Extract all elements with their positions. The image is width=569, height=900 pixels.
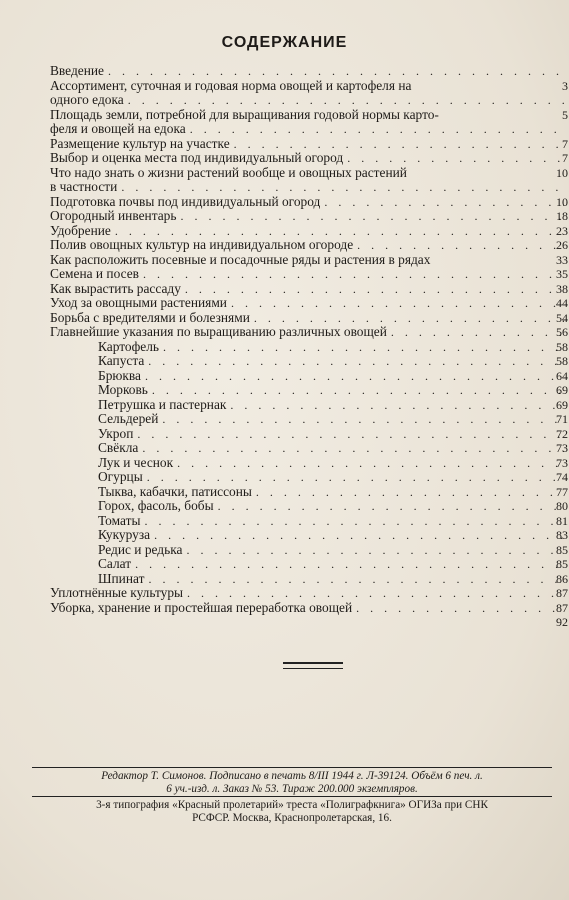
toc-entry-title: Площадь земли, потребной для выращивания годовой нормы карто-: [50, 106, 439, 122]
toc-entry: [50, 514, 569, 529]
toc-entry-title: Брюква: [98, 367, 141, 383]
toc-entry: [50, 79, 569, 94]
leader-dots: [391, 325, 564, 340]
leader-dots: [121, 180, 564, 195]
toc-page-number: 7: [562, 136, 568, 151]
toc-page-number: 85: [556, 542, 568, 557]
leader-dots: [163, 340, 564, 355]
toc-page-number: 64: [556, 368, 568, 383]
toc-entry: [50, 485, 569, 500]
toc-page-number: 58: [556, 339, 568, 354]
toc-entry-title: Борьба с вредителями и болезнями: [50, 309, 250, 325]
leader-dots: [137, 427, 564, 442]
toc-page-number: 71: [556, 412, 568, 426]
toc-entry-title: Семена и посев: [50, 266, 139, 281]
toc-entry-title: Укроп: [98, 425, 134, 441]
toc-page-number: 72: [556, 426, 568, 441]
leader-dots: [142, 441, 564, 456]
leader-dots: [357, 238, 564, 253]
toc-page-number: 35: [556, 267, 568, 281]
toc-entry: [50, 456, 569, 471]
leader-dots: [324, 195, 564, 210]
imprint-printer: [32, 796, 552, 825]
toc-page-number: 58: [556, 354, 568, 368]
toc-entry: [50, 253, 569, 268]
imprint-editor: [32, 767, 552, 796]
toc-entry: [50, 311, 569, 326]
leader-dots: [143, 267, 564, 282]
toc-entry-title: Тыква, кабачки, патиссоны: [98, 483, 252, 499]
toc-page-number: 10: [556, 165, 568, 180]
toc-entry: [50, 369, 569, 384]
toc-page-number: 69: [556, 397, 568, 412]
toc-page-number: 5: [562, 107, 568, 122]
toc-entry-title: одного едока: [50, 92, 124, 107]
toc-entry-title: Лук и чеснок: [98, 454, 174, 470]
toc-entry-title: Полив овощных культур на индивидуальном огороде: [50, 237, 354, 252]
toc-entry: [50, 209, 569, 224]
leader-dots: [108, 64, 564, 79]
leader-dots: [144, 514, 564, 529]
toc-entry-title: Картофель: [98, 338, 159, 354]
toc-entry-title: Кукуруза: [98, 527, 151, 542]
leader-dots: [234, 137, 564, 152]
toc-entry-title: Огородный инвентарь: [50, 208, 177, 223]
toc-entry-title: Как расположить посевные и посадочные ряды и растения в рядах: [50, 251, 431, 267]
toc-entry: [50, 499, 569, 514]
leader-dots: [218, 499, 564, 514]
toc-page-number: 73: [556, 455, 568, 470]
toc-entry-title: Шпинат: [98, 570, 145, 586]
leader-dots: [135, 557, 564, 572]
toc-page-number: 7: [562, 151, 568, 165]
toc-page-number: 74: [556, 470, 568, 484]
toc-entry: [50, 398, 569, 413]
toc-entry: [50, 412, 569, 427]
leader-dots: [154, 528, 564, 543]
toc-entry: [50, 615, 569, 630]
leader-dots: [145, 369, 564, 384]
toc-entry: [50, 224, 569, 239]
toc-entry-title: Горох, фасоль, бобы: [98, 498, 214, 513]
toc-page-number: 23: [556, 223, 568, 238]
toc-entry: [50, 340, 569, 355]
toc-entry: [50, 557, 569, 572]
imprint-line: РСФСР. Москва, Краснопролетарская, 16.: [192, 812, 392, 824]
toc-entry: [50, 427, 569, 442]
toc-entry-title: Подготовка почвы под индивидуальный огород: [50, 193, 321, 209]
toc-page-number: 86: [556, 571, 568, 586]
leader-dots: [185, 282, 564, 297]
leader-dots: [177, 456, 564, 471]
imprint-line: 6 уч.-изд. л. Заказ № 53. Тираж 200.000 экземпляров.: [166, 783, 418, 795]
leader-dots: [128, 93, 564, 108]
toc-entry-title: Капуста: [98, 353, 145, 368]
toc-entry-title: Томаты: [98, 512, 141, 528]
leader-dots: [356, 601, 564, 616]
toc-entry: [50, 64, 569, 79]
toc-entry: [50, 238, 569, 253]
toc-entry: [50, 586, 569, 601]
toc-page-number: 80: [556, 499, 568, 513]
leader-dots: [231, 296, 564, 311]
toc-entry-title: Ассортимент, суточная и годовая норма овощей и картофеля на: [50, 77, 412, 93]
toc-entry: [50, 180, 569, 195]
toc-entry-title: Уборка, хранение и простейшая переработка овощей: [50, 599, 353, 615]
leader-dots: [115, 224, 564, 239]
leader-dots: [148, 572, 564, 587]
toc-entry: [50, 383, 569, 398]
toc-entry-title: Петрушка и пастернак: [98, 396, 227, 412]
toc-entry: [50, 470, 569, 485]
toc-entry-title: Уход за овощными растениями: [50, 295, 227, 310]
toc-page-number: 87: [556, 600, 568, 615]
imprint-line: 3-я типография «Красный пролетарий» треста «Полиграфкнига» ОГИЗа при СНК: [96, 799, 488, 811]
toc-entry: [50, 151, 569, 166]
toc-entry-title: Размещение культур на участке: [50, 135, 230, 151]
leader-dots: [190, 122, 564, 137]
toc-entry-title: Введение: [50, 63, 104, 78]
toc-entry-title: Уплотнённые культуры: [50, 585, 184, 600]
leader-dots: [186, 543, 564, 558]
toc-entry: [50, 282, 569, 297]
toc-entry-title: Выбор и оценка места под индивидуальный огород: [50, 150, 344, 165]
toc-page-number: 38: [556, 281, 568, 296]
table-of-contents: [50, 64, 569, 630]
leader-dots: [180, 209, 564, 224]
toc-entry: [50, 267, 569, 282]
page-title: СОДЕРЖАНИЕ: [221, 34, 348, 51]
toc-entry-title: Что надо знать о жизни растений вообще и овощных растений: [50, 164, 407, 180]
toc-page-number: 10: [556, 194, 568, 209]
leader-dots: [162, 412, 564, 427]
imprint-line: Редактор Т. Симонов. Подписано в печать 8/III 1944 г. Л-39124. Объём 6 печ. л.: [101, 770, 483, 782]
toc-entry: [50, 137, 569, 152]
toc-page-number: 81: [556, 513, 568, 528]
toc-page-number: 73: [556, 441, 568, 455]
toc-entry-title: Редис и редька: [98, 541, 183, 557]
toc-entry: [50, 441, 569, 456]
toc-page-number: 3: [562, 78, 568, 93]
toc-entry: [50, 108, 569, 123]
toc-page-number: 83: [556, 528, 568, 542]
toc-page-number: 69: [556, 383, 568, 397]
toc-entry: [50, 166, 569, 181]
toc-page-number: 26: [556, 238, 568, 252]
leader-dots: [147, 470, 564, 485]
toc-page-number: 85: [556, 557, 568, 571]
leader-dots: [347, 151, 564, 166]
toc-entry: [50, 325, 569, 340]
leader-dots: [254, 311, 564, 326]
toc-entry-title: в частности: [50, 179, 118, 194]
leader-dots: [148, 354, 564, 369]
toc-page-number: 54: [556, 310, 568, 325]
toc-page-number: 87: [556, 586, 568, 600]
toc-entry: [50, 572, 569, 587]
toc-page-number: 33: [556, 252, 568, 267]
toc-entry: [50, 93, 569, 108]
toc-entry-title: Сельдерей: [98, 411, 159, 426]
toc-entry-title: феля и овощей на едока: [50, 121, 186, 136]
leader-dots: [230, 398, 564, 413]
toc-page-number: 18: [556, 209, 568, 223]
toc-page-number: 44: [556, 296, 568, 310]
toc-entry: [50, 122, 569, 137]
leader-dots: [256, 485, 564, 500]
toc-entry: [50, 528, 569, 543]
toc-entry: [50, 195, 569, 210]
toc-entry: [50, 354, 569, 369]
toc-entry-title: Огурцы: [98, 469, 143, 484]
toc-entry-title: Свёкла: [98, 440, 139, 455]
toc-entry-title: Как вырастить рассаду: [50, 280, 181, 296]
toc-entry-title: Морковь: [98, 382, 148, 397]
toc-page-number: 77: [556, 484, 568, 499]
toc-entry: [50, 543, 569, 558]
separator-rule: [283, 662, 343, 669]
toc-page-number: 56: [556, 325, 568, 339]
toc-entry-title: Салат: [98, 556, 132, 571]
leader-dots: [187, 586, 564, 601]
toc-entry-title: Удобрение: [50, 222, 111, 238]
toc-entry: [50, 601, 569, 616]
leader-dots: [152, 383, 564, 398]
toc-entry-title: Главнейшие указания по выращиванию различных овощей: [50, 324, 387, 339]
toc-page-number: 92: [556, 615, 568, 629]
toc-entry: [50, 296, 569, 311]
